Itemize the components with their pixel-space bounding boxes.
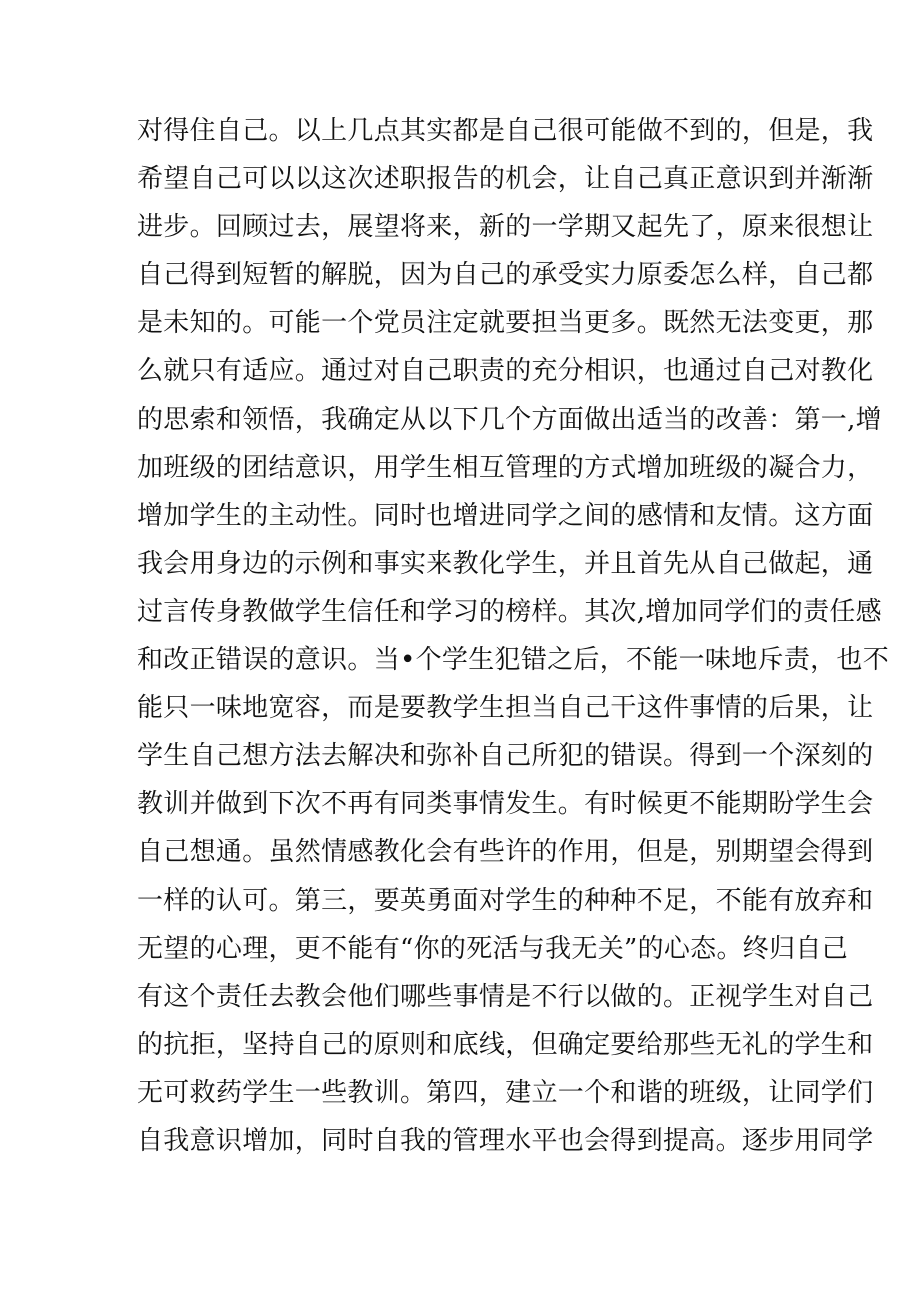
text-line: 么就只有适应。通过对自己职责的充分相识，也通过自己对教化: [137, 356, 874, 387]
text-line: 无可救药学生一些教训。第四，建立一个和谐的班级，让同学们: [137, 1077, 874, 1108]
text-line: 的思索和领悟，我确定从以下几个方面做出适当的改善：第一,增: [137, 404, 882, 435]
text-line: 和改正错误的意识。当•个学生犯错之后，不能一味地斥责，也不: [137, 645, 890, 676]
text-line: 对得住自己。以上几点其实都是自己很可能做不到的，但是，我: [137, 116, 874, 146]
text-line: 能只一味地宽容，而是要教学生担当自己干这件事情的后果，让: [137, 693, 874, 724]
text-line: 一样的认可。第三，要英勇面对学生的种种不足，不能有放弃和: [137, 885, 874, 916]
text-line: 希望自己可以以这次述职报告的机会，让自己真正意识到并渐渐: [137, 164, 874, 195]
text-line: 我会用身边的示例和事实来教化学生，并且首先从自己做起，通: [137, 548, 874, 579]
text-line: 过言传身教做学生信任和学习的榜样。其次,增加同学们的责任感: [137, 596, 882, 627]
text-line: 加班级的团结意识，用学生相互管理的方式增加班级的凝合力，: [137, 452, 874, 483]
text-line: 教训并做到下次不再有同类事情发生。有时候更不能期盼学生会: [137, 789, 874, 820]
text-line: 学生自己想方法去解决和弥补自己所犯的错误。得到一个深刻的: [137, 741, 874, 772]
text-line: 进步。回顾过去，展望将来，新的一学期又起先了，原来很想让: [137, 212, 874, 243]
text-line: 增加学生的主动性。同时也增进同学之间的感情和友情。这方面: [137, 500, 874, 531]
text-line: 自己想通。虽然情感教化会有些许的作用，但是，别期望会得到: [137, 837, 874, 868]
text-line: 无望的心理，更不能有“你的死活与我无关”的心态。终归自己: [137, 933, 848, 964]
text-line: 自己得到短暂的解脱，因为自己的承受实力原委怎么样，自己都: [137, 260, 874, 291]
body-text: [137, 107, 890, 1165]
text-line: 自我意识增加，同时自我的管理水平也会得到提高。逐步用同学: [137, 1125, 874, 1156]
text-line: 的抗拒，坚持自己的原则和底线，但确定要给那些无礼的学生和: [137, 1029, 874, 1060]
text-line: 是未知的。可能一个党员注定就要担当更多。既然无法变更，那: [137, 308, 874, 339]
text-line: 有这个责任去教会他们哪些事情是不行以做的。正视学生对自己: [137, 981, 874, 1012]
